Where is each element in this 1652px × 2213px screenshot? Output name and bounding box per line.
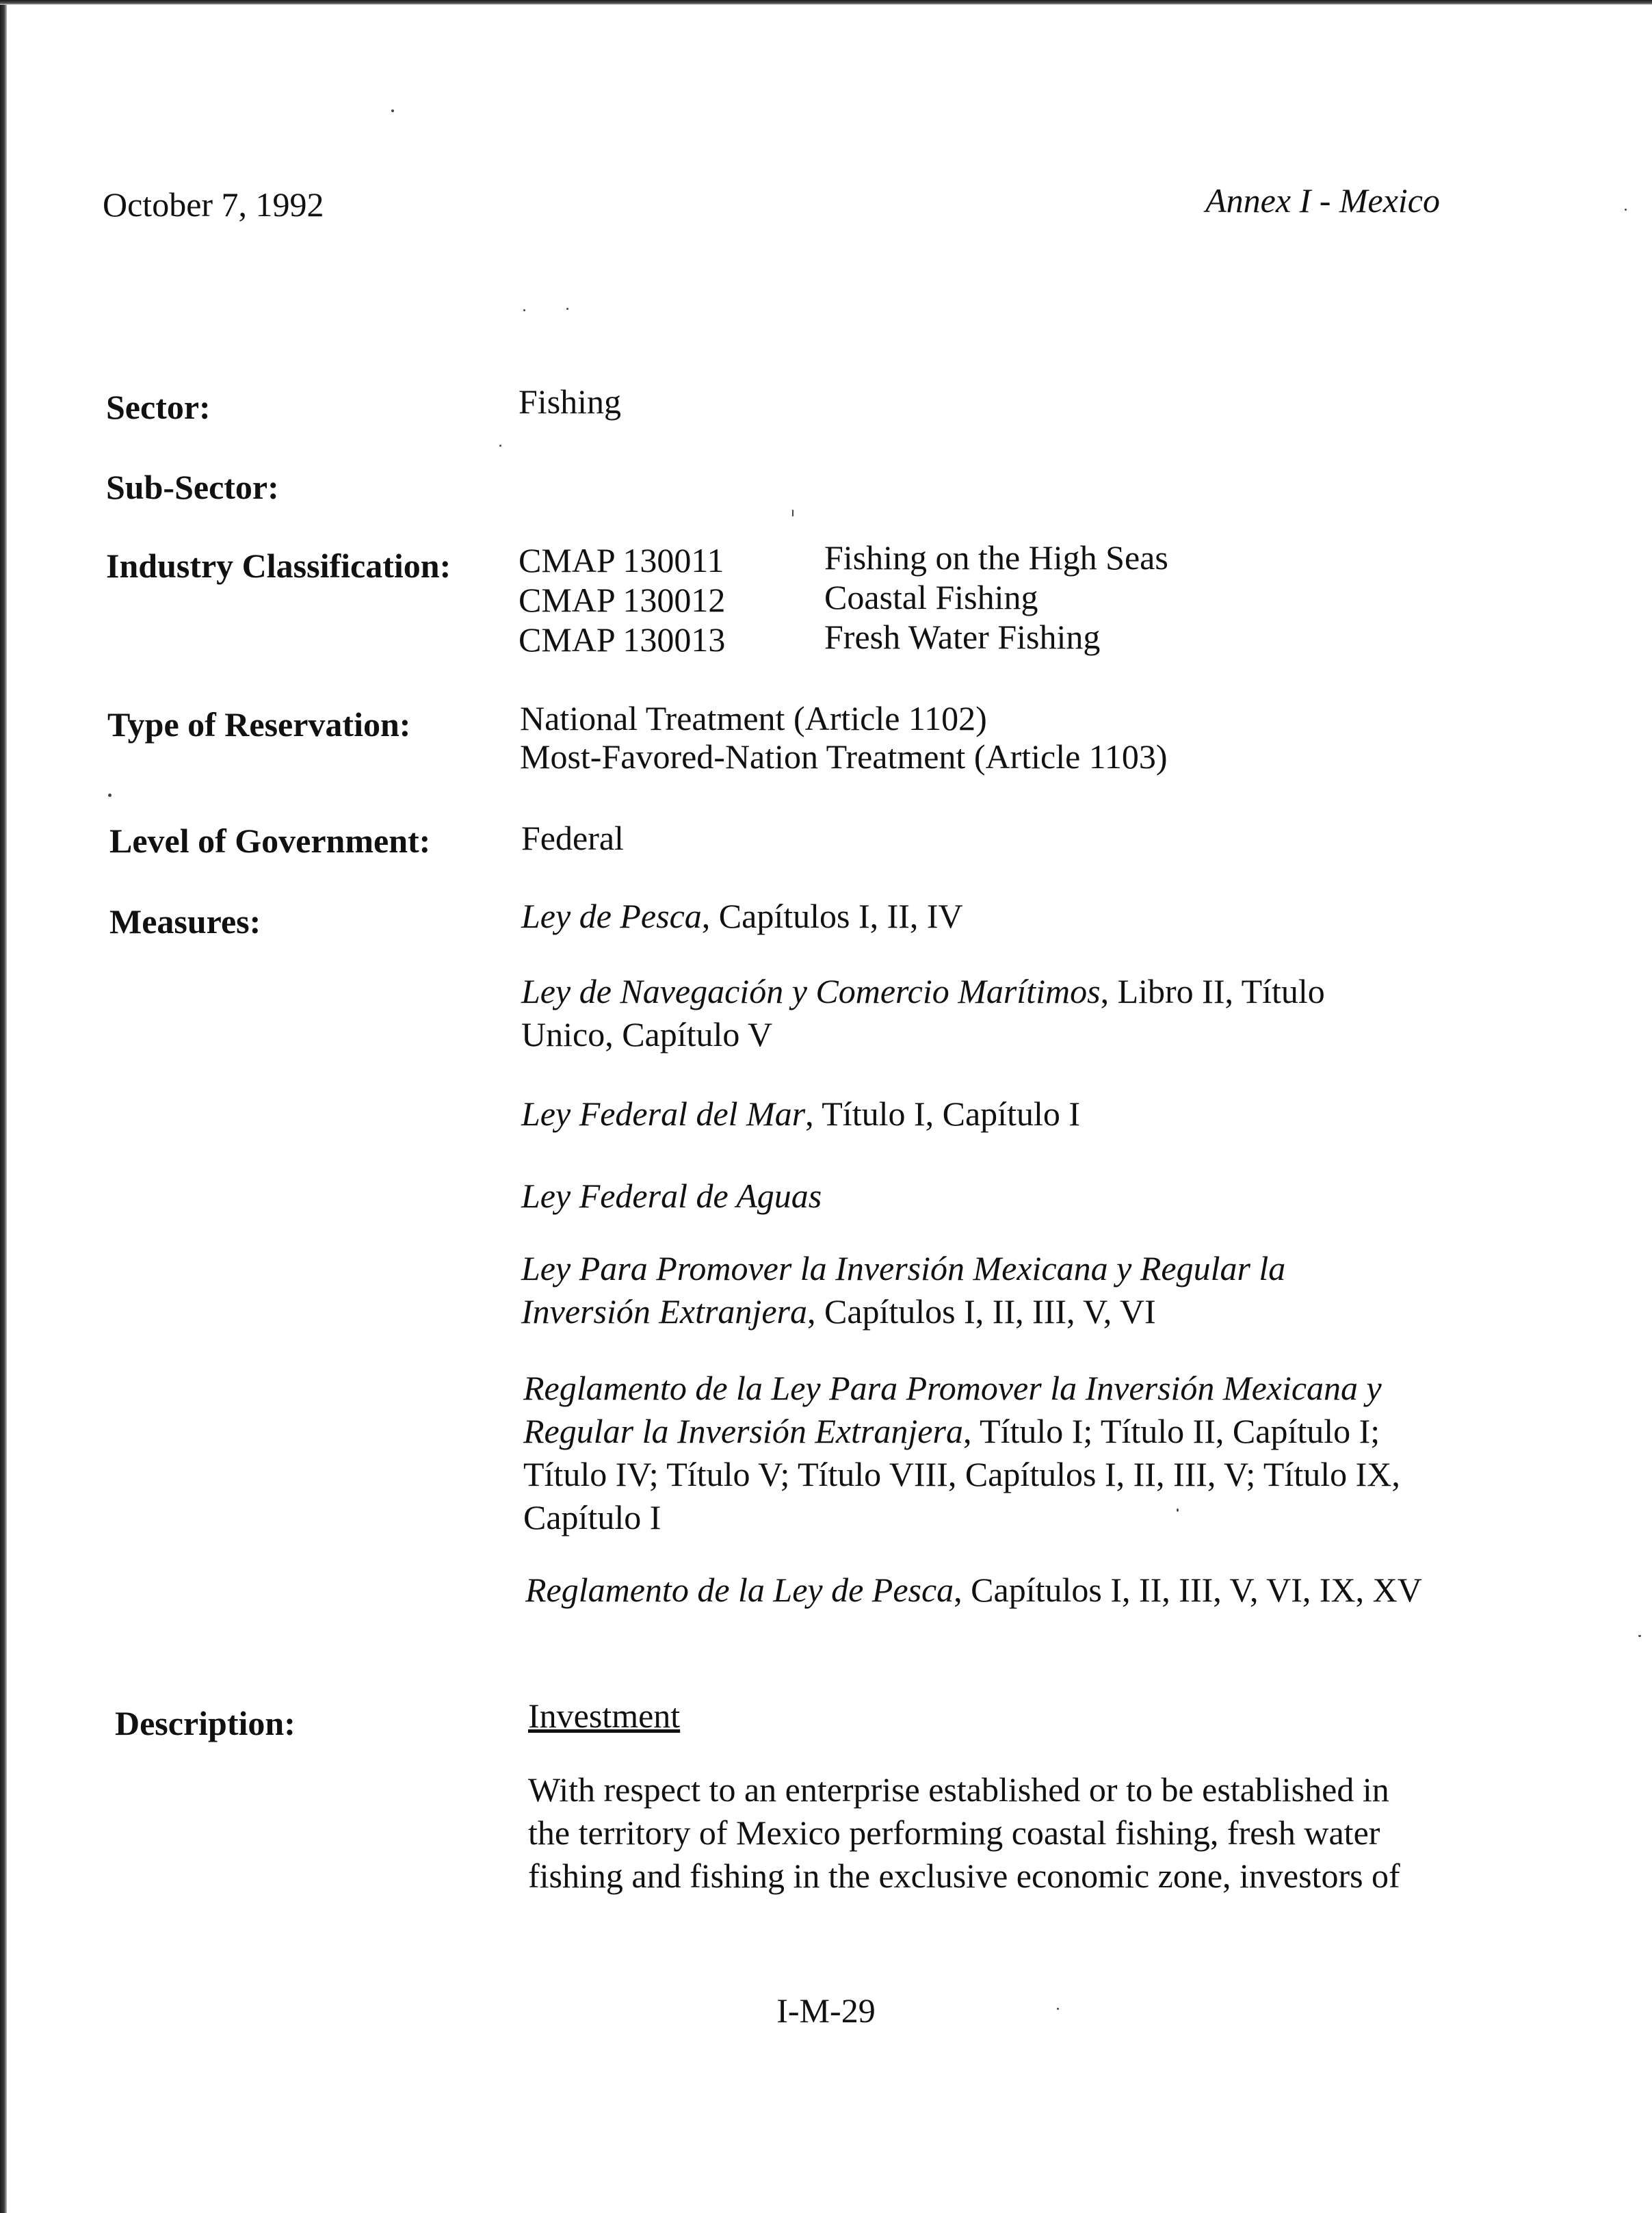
scan-speck	[1057, 2008, 1059, 2010]
measure-item	[523, 1367, 1426, 1539]
measure-detail: , Capítulos I, II, IV	[701, 897, 963, 935]
measure-detail: , Libro II, Título Unico, Capítulo V	[521, 972, 1325, 1053]
page-number: I-M-29	[776, 1991, 876, 2030]
measure-item	[521, 1247, 1411, 1333]
industry-code-3: CMAP 130013	[519, 620, 726, 659]
industry-code-1: CMAP 130011	[519, 541, 724, 579]
industry-name-1: Fishing on the High Seas	[824, 538, 1168, 577]
measure-title: Reglamento de la Ley de Pesca	[525, 1571, 954, 1609]
scan-speck	[1638, 1635, 1641, 1637]
scan-speck	[523, 309, 525, 311]
scan-edge-left	[0, 0, 7, 2213]
measure-title: Reglamento de la Ley Para Promover la Inversión Mexicana y Regular la Inversión Extranjera	[523, 1369, 1382, 1450]
scan-edge-top	[0, 0, 1652, 5]
description-label: Description:	[115, 1704, 296, 1742]
annex-title: Annex I - Mexico	[1205, 181, 1440, 220]
reservation-line-1: National Treatment (Article 1102)	[520, 699, 987, 737]
measure-title: Ley Para Promover la Inversión Mexicana y Regular la Inversión Extranjera	[521, 1249, 1286, 1331]
reservation-line-2: Most-Favored-Nation Treatment (Article 1103)	[520, 737, 1168, 776]
measure-item	[525, 1569, 1428, 1612]
sector-value: Fishing	[519, 382, 622, 421]
measure-detail: , Título I; Título II, Capítulo I; Título IV; Título V; Título VIII, Capítulos I, II, III, V; Título IX, Capítulo I	[523, 1412, 1400, 1536]
description-heading: Investment	[528, 1697, 681, 1735]
measure-title: Ley Federal del Mar	[521, 1095, 806, 1133]
measure-item	[521, 895, 1431, 938]
measure-item	[521, 1092, 1431, 1136]
industry-code-2: CMAP 130012	[519, 581, 726, 619]
measure-detail: , Capítulos I, II, III, V, VI, IX, XV	[954, 1571, 1422, 1609]
scan-speck	[391, 109, 394, 112]
document-date: October 7, 1992	[103, 185, 324, 224]
industry-name-2: Coastal Fishing	[824, 578, 1038, 616]
sub-sector-label: Sub-Sector:	[106, 468, 279, 506]
scan-speck	[566, 308, 568, 310]
measure-title: Ley de Navegación y Comercio Marítimos	[521, 972, 1101, 1010]
measures-label: Measures:	[109, 902, 261, 941]
measure-item	[521, 970, 1411, 1056]
measure-item	[521, 1175, 1431, 1218]
measure-title: Ley de Pesca	[521, 897, 702, 935]
measure-title: Ley Federal de Aguas	[521, 1177, 822, 1215]
level-of-government-label: Level of Government:	[109, 822, 431, 860]
description-paragraph: With respect to an enterprise established or to be established in the territory of Mexico performing coastal fishing, fresh water fishing and fishing in the exclusive economic zone, investors of	[528, 1770, 1400, 1895]
sector-label: Sector:	[106, 388, 211, 426]
scan-speck	[1177, 1508, 1179, 1512]
industry-classification-label: Industry Classification:	[106, 547, 451, 585]
industry-name-3: Fresh Water Fishing	[824, 618, 1101, 656]
level-of-government-value: Federal	[521, 819, 624, 857]
measure-detail: , Capítulos I, II, III, V, VI	[807, 1292, 1156, 1331]
type-of-reservation-label: Type of Reservation:	[107, 705, 411, 744]
scan-speck	[792, 510, 794, 516]
scan-speck	[108, 794, 112, 797]
scan-speck	[499, 445, 501, 447]
scan-speck	[1625, 209, 1627, 211]
measure-detail: , Título I, Capítulo I	[805, 1095, 1081, 1133]
